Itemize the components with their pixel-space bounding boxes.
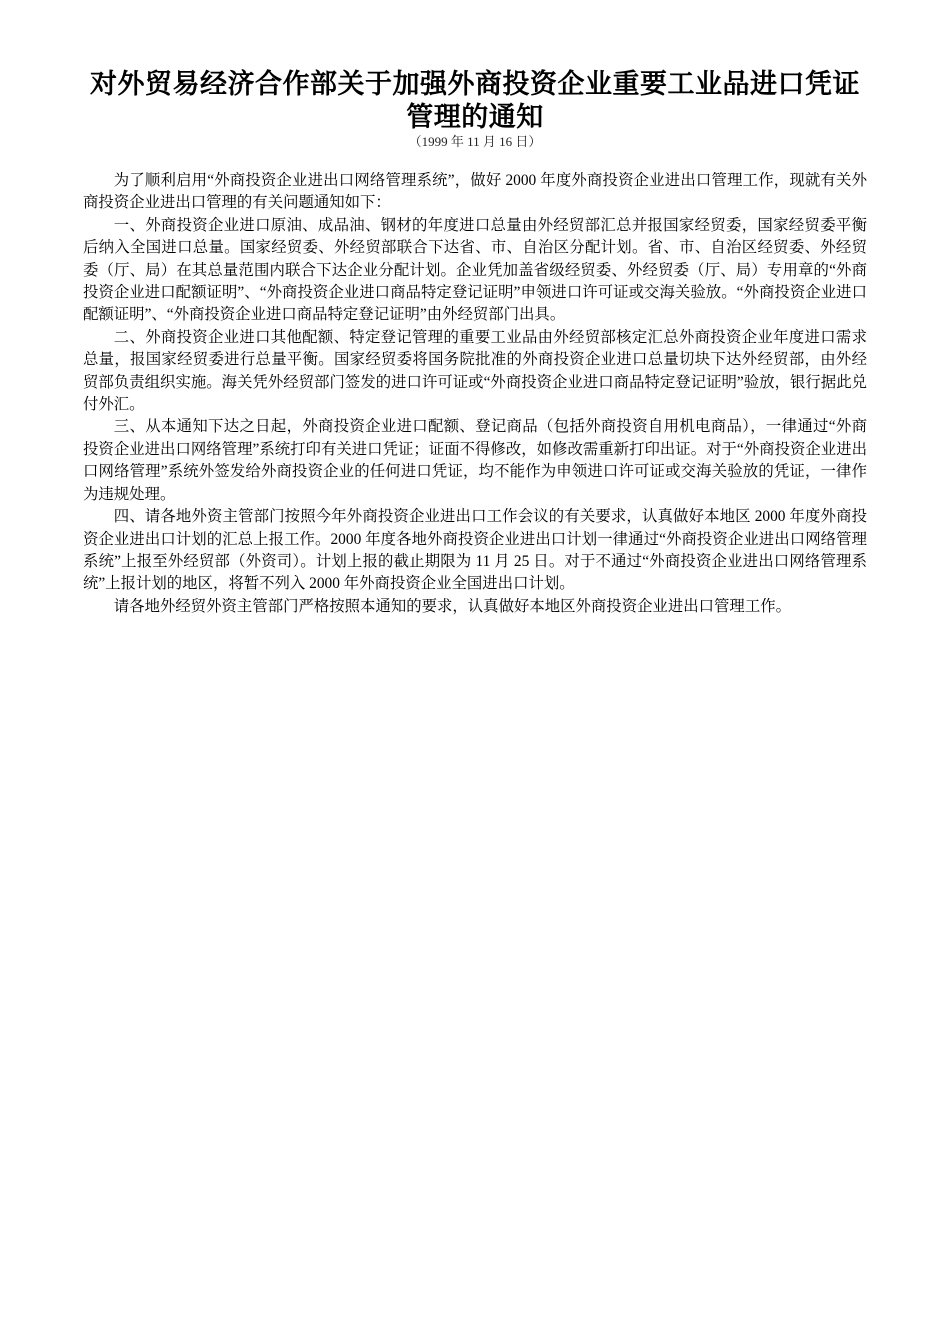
- paragraph-item-1: 一、外商投资企业进口原油、成品油、钢材的年度进口总量由外经贸部汇总并报国家经贸委，国家经贸委平衡后纳入全国进口总量。国家经贸委、外经贸部联合下达省、市、自治区分配计划。省、市、自治区经贸委、外经贸委（厅、局）在其总量范围内联合下达企业分配计划。企业凭加盖省级经贸委、外经贸委（厅、局）专用章的“外商投资企业进口配额证明”、“外商投资企业进口商品特定登记证明”申领进口许可证或交海关验放。“外商投资企业进口配额证明”、“外商投资企业进口商品特定登记证明”由外经贸部门出具。: [83, 216, 867, 324]
- paragraph-intro: 为了顺利启用“外商投资企业进出口网络管理系统”，做好 2000 年度外商投资企业进出口管理工作，现就有关外商投资企业进出口管理的有关问题通知如下：: [83, 172, 867, 212]
- document-page: [83, 68, 867, 618]
- paragraph-item-2: 二、外商投资企业进口其他配额、特定登记管理的重要工业品由外经贸部核定汇总外商投资企业年度进口需求总量，报国家经贸委进行总量平衡。国家经贸委将国务院批准的外商投资企业进口总量切块下达外经贸部，由外经贸部负责组织实施。海关凭外经贸部门签发的进口许可证或“外商投资企业进口商品特定登记证明”验放，银行据此兑付外汇。: [83, 328, 867, 414]
- document-date: （1999 年 11 月 16 日）: [408, 134, 542, 149]
- paragraph-item-4: 四、请各地外资主管部门按照今年外商投资企业进出口工作会议的有关要求，认真做好本地区 2000 年度外商投资企业进出口计划的汇总上报工作。2000 年度各地外商投资企业进出口计划一律通过“外商投资企业进出口网络管理系统”上报至外经贸部（外资司）。计划上报的截止期限为 11 月 25 日。对于不通过“外商投资企业进出口网络管理系统”上报计划的地区，将暂不列入 2000 年外商投资企业全国进出口计划。: [83, 508, 867, 593]
- paragraph-closing: 请各地外经贸外资主管部门严格按照本通知的要求，认真做好本地区外商投资企业进出口管理工作。: [113, 597, 791, 615]
- document-body: [83, 170, 867, 618]
- document-title: 对外贸易经济合作部关于加强外商投资企业重要工业品进口凭证管理的通知: [90, 69, 860, 133]
- paragraph-item-3: 三、从本通知下达之日起，外商投资企业进口配额、登记商品（包括外商投资自用机电商品），一律通过“外商投资企业进出口网络管理”系统打印有关进口凭证；证面不得修改，如修改需重新打印出证。对于“外商投资企业进出口网络管理”系统外签发给外商投资企业的任何进口凭证，均不能作为申领进口许可证或交海关验放的凭证，一律作为违规处理。: [83, 418, 867, 503]
